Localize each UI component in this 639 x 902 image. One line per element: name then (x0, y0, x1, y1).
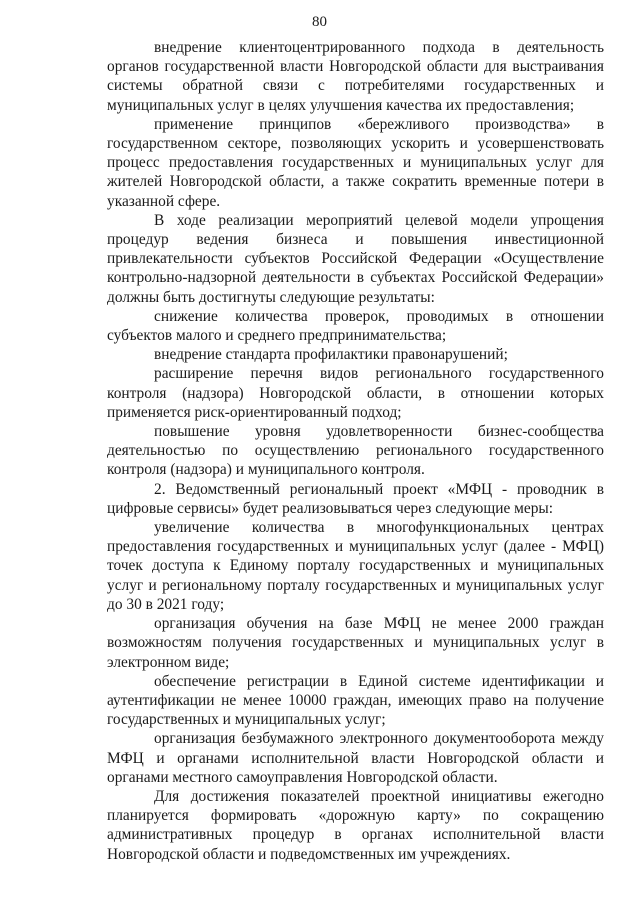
paragraph: повышение уровня удовлетворенности бизнес-сообщества деятельностью по осуществлению регионального государственного контроля (надзора) и муниципального контроля. (107, 423, 604, 479)
paragraph: внедрение клиентоцентрированного подхода в деятельность органов государственной власти Новгородской области для выстраивания системы обратной связи с потребителями государственных и муниципальных услуг в целях улучшения качества их предоставления; (107, 39, 604, 114)
paragraph: В ходе реализации мероприятий целевой модели упрощения процедур ведения бизнеса и повышения инвестиционной привлекательности субъектов Российской Федерации «Осуществление контрольно-надзорной деятельности в субъектах Российской Федерации» должны быть достигнуты следующие результаты: (107, 211, 604, 306)
paragraph: применение принципов «бережливого производства» в государственном секторе, позволяющих ускорить и усовершенствовать процесс предоставления государственных и муниципальных услуг для жителей Новгородской области, а также сократить временные потери в указанной сфере. (107, 115, 604, 210)
page-number: 80 (312, 14, 327, 30)
paragraph: внедрение стандарта профилактики правонарушений; (154, 346, 508, 364)
paragraph: увеличение количества в многофункциональных центрах предоставления государственных и муниципальных услуг (далее - МФЦ) точек доступа к Единому порталу государственных и муниципальных услуг и региональному порталу государственных и муниципальных услуг до 30 в 2021 году; (107, 519, 604, 613)
paragraph: Для достижения показателей проектной инициативы ежегодно планируется формировать «дорожную карту» по сокращению административных процедур в органах исполнительной власти Новгородской области и подведомственных им учреждениях. (107, 787, 604, 863)
paragraph: расширение перечня видов регионального государственного контроля (надзора) Новгородской области, в отношении которых применяется риск-ориентированный подход; (107, 365, 604, 421)
paragraph: организация обучения на базе МФЦ не менее 2000 граждан возможностям получения государственных и муниципальных услуг в электронном виде; (107, 615, 604, 671)
document-body (107, 38, 604, 864)
paragraph: обеспечение регистрации в Единой системе идентификации и аутентификации не менее 10000 граждан, имеющих право на получение государственных и муниципальных услуг; (107, 672, 604, 729)
paragraph: организация безбумажного электронного документооборота между МФЦ и органами исполнительной власти Новгородской области и органами местного самоуправления Новгородской области. (107, 730, 604, 786)
paragraph: снижение количества проверок, проводимых в отношении субъектов малого и среднего предпринимательства; (107, 307, 604, 345)
paragraph: 2. Ведомственный региональный проект «МФЦ - проводник в цифровые сервисы» будет реализовываться через следующие меры: (107, 480, 604, 517)
